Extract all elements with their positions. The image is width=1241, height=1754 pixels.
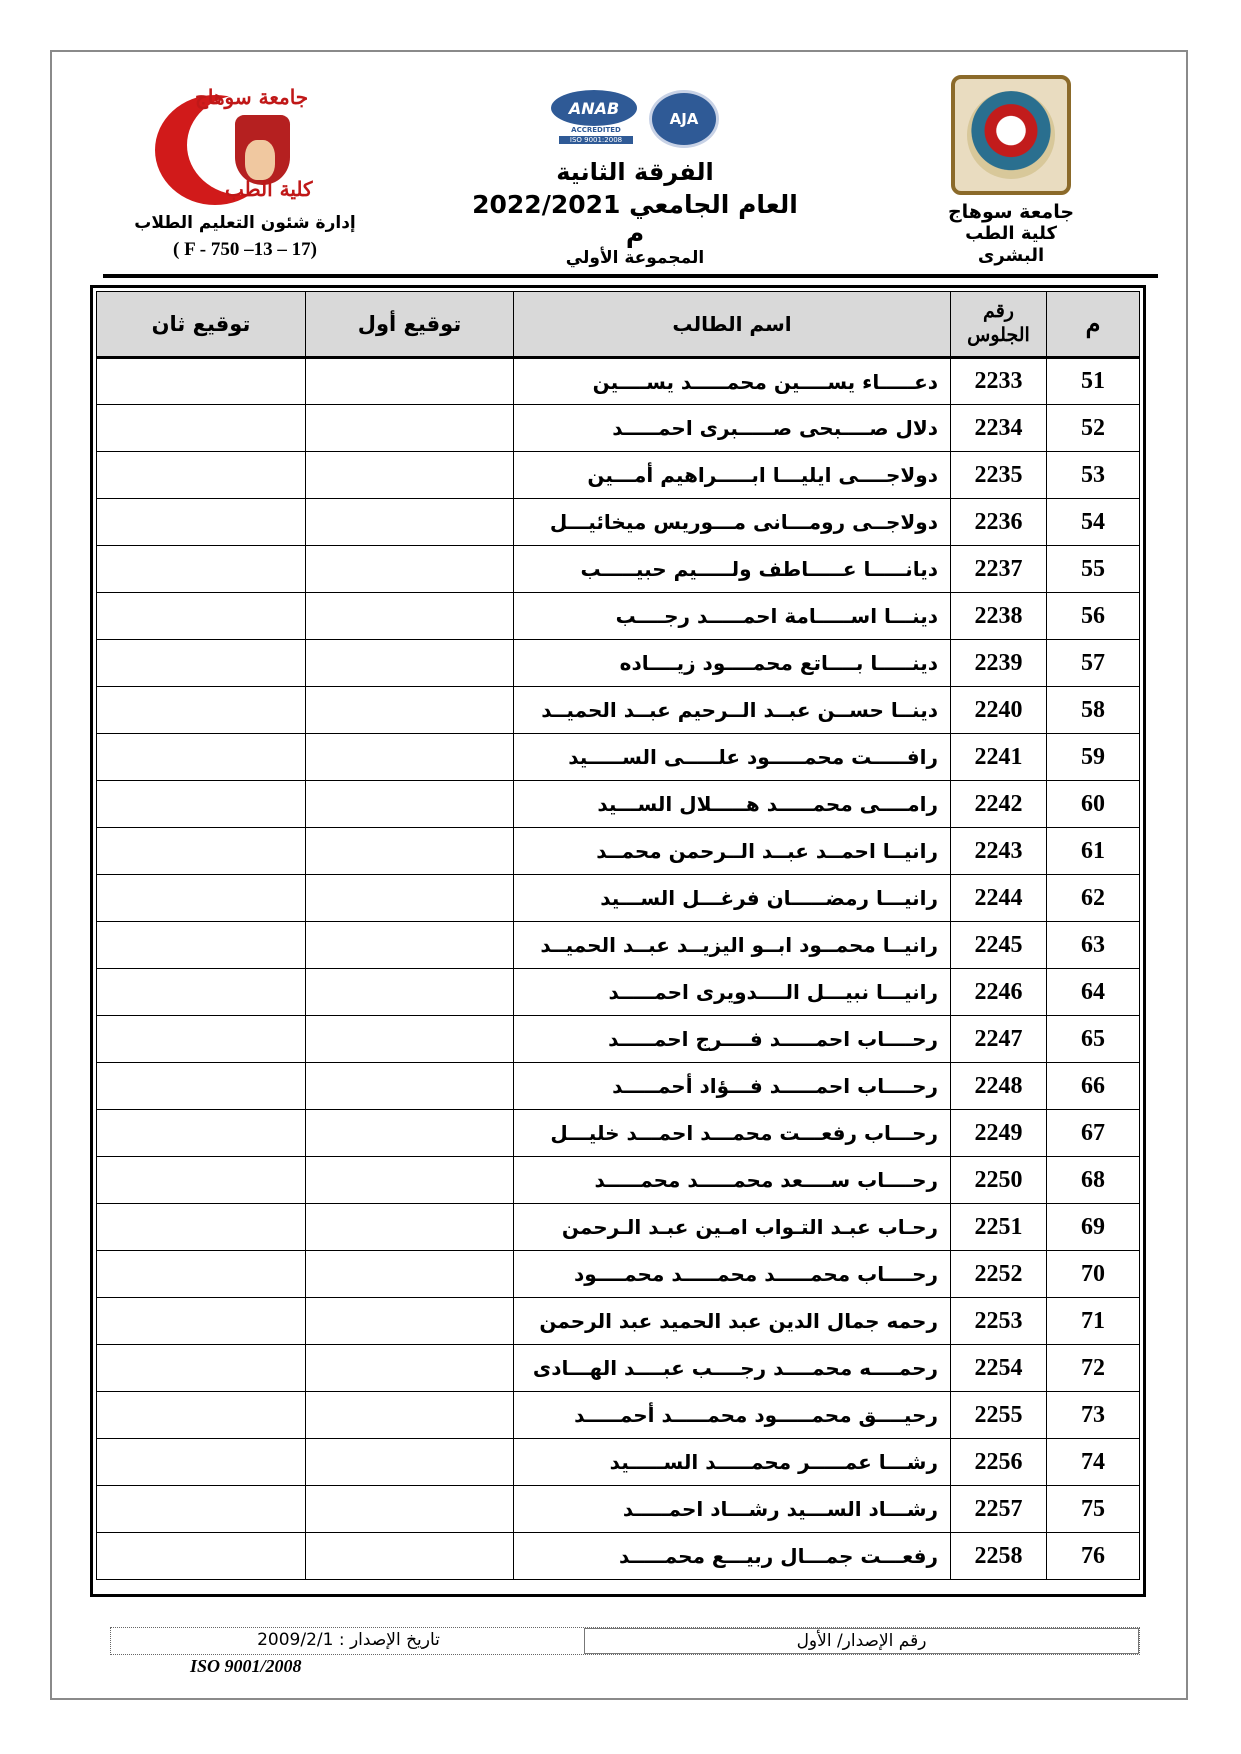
student-name-cell: رحـاب عبـد التـواب امـين عبـد الـرحمن [514, 1204, 951, 1251]
col-seat-number-header: رقم الجلوس [951, 292, 1047, 358]
student-name-cell: رحــــاب محمـــــد محمـــــد محمــــود [514, 1251, 951, 1298]
second-signature-cell [97, 593, 306, 640]
table-row [97, 1533, 1140, 1580]
table-row [97, 358, 1140, 405]
table-row [97, 405, 1140, 452]
second-signature-cell [97, 1298, 306, 1345]
table-header-row [97, 292, 1140, 358]
seat-number-cell: 2235 [951, 452, 1047, 499]
aja-logo: AJA [649, 90, 719, 148]
first-signature-cell [306, 1392, 514, 1439]
second-signature-cell [97, 781, 306, 828]
first-signature-cell [306, 358, 514, 405]
table-row [97, 828, 1140, 875]
first-signature-cell [306, 1533, 514, 1580]
second-signature-cell [97, 452, 306, 499]
student-name-cell: ديانـــــا عـــــاطف ولـــــيم حبيـــــب [514, 546, 951, 593]
second-signature-cell [97, 1345, 306, 1392]
second-signature-cell [97, 1392, 306, 1439]
table-row [97, 969, 1140, 1016]
first-signature-cell [306, 1439, 514, 1486]
university-header [931, 75, 1091, 267]
student-level: الفرقة الثانية [556, 158, 714, 186]
serial-cell: 61 [1047, 828, 1140, 875]
first-signature-cell [306, 1486, 514, 1533]
table-row [97, 687, 1140, 734]
serial-cell: 74 [1047, 1439, 1140, 1486]
serial-cell: 72 [1047, 1345, 1140, 1392]
first-signature-cell [306, 405, 514, 452]
table-row [97, 593, 1140, 640]
col-serial-header: م [1047, 292, 1140, 358]
seat-number-cell: 2249 [951, 1110, 1047, 1157]
seat-number-cell: 2237 [951, 546, 1047, 593]
issue-number: رقم الإصدار/ الأول [584, 1628, 1139, 1654]
serial-cell: 53 [1047, 452, 1140, 499]
serial-cell: 62 [1047, 875, 1140, 922]
serial-cell: 63 [1047, 922, 1140, 969]
first-signature-cell [306, 734, 514, 781]
col-student-name-header: اسم الطالب [514, 292, 951, 358]
seat-number-cell: 2246 [951, 969, 1047, 1016]
student-name-cell: رافـــــت محمـــــود علـــــى الســـــيد [514, 734, 951, 781]
table-row [97, 1486, 1140, 1533]
second-signature-cell [97, 546, 306, 593]
department-name: إدارة شئون التعليم الطلاب [134, 213, 356, 233]
student-name-cell: دولاجــــى ايليـــا ابـــــراهيم أمـــين [514, 452, 951, 499]
second-signature-cell [97, 1439, 306, 1486]
serial-cell: 70 [1047, 1251, 1140, 1298]
first-signature-cell [306, 1251, 514, 1298]
serial-cell: 60 [1047, 781, 1140, 828]
table-row [97, 499, 1140, 546]
serial-cell: 67 [1047, 1110, 1140, 1157]
table-row [97, 1110, 1140, 1157]
table-row [97, 1157, 1140, 1204]
table-row [97, 1251, 1140, 1298]
seat-number-cell: 2243 [951, 828, 1047, 875]
seat-number-cell: 2242 [951, 781, 1047, 828]
serial-cell: 54 [1047, 499, 1140, 546]
second-signature-cell [97, 687, 306, 734]
seat-number-cell: 2245 [951, 922, 1047, 969]
student-name-cell: دينــا حســن عبــد الــرحيم عبــد الحميــد [514, 687, 951, 734]
seat-number-cell: 2239 [951, 640, 1047, 687]
student-name-cell: رحـــاب رفعـــت محمـــد احمـــد خليـــل [514, 1110, 951, 1157]
seat-number-cell: 2250 [951, 1157, 1047, 1204]
faculty-header [120, 85, 370, 261]
serial-cell: 51 [1047, 358, 1140, 405]
serial-cell: 57 [1047, 640, 1140, 687]
second-signature-cell [97, 405, 306, 452]
seat-number-cell: 2238 [951, 593, 1047, 640]
seat-number-cell: 2234 [951, 405, 1047, 452]
student-name-cell: رفعـــت جمـــال ربيـــع محمـــــد [514, 1533, 951, 1580]
seat-number-cell: 2256 [951, 1439, 1047, 1486]
first-signature-cell [306, 452, 514, 499]
first-signature-cell [306, 1157, 514, 1204]
second-signature-cell [97, 640, 306, 687]
first-signature-cell [306, 1204, 514, 1251]
student-name-cell: دعـــــاء يســــين محمـــــد يســــين [514, 358, 951, 405]
student-name-cell: دينـــا اســـــامة احمـــــد رجــــب [514, 593, 951, 640]
first-signature-cell [306, 687, 514, 734]
second-signature-cell [97, 1157, 306, 1204]
faculty-of-medicine-logo: جامعة سوهاج كلية الطب [155, 85, 335, 205]
first-signature-cell [306, 828, 514, 875]
seat-number-cell: 2236 [951, 499, 1047, 546]
seat-number-cell: 2241 [951, 734, 1047, 781]
table-row [97, 1298, 1140, 1345]
table-row [97, 1439, 1140, 1486]
issue-date: تاريخ الإصدار : 2009/2/1 [257, 1630, 440, 1650]
student-name-cell: رامــــى محمـــــد هـــــلال الســـيد [514, 781, 951, 828]
student-name-cell: دولاجــى رومـــانى مـــوريس ميخائيـــل [514, 499, 951, 546]
first-signature-cell [306, 922, 514, 969]
serial-cell: 52 [1047, 405, 1140, 452]
student-name-cell: رشـــاد الســـيد رشـــاد احمـــــد [514, 1486, 951, 1533]
first-signature-cell [306, 1016, 514, 1063]
table-row [97, 781, 1140, 828]
student-name-cell: دينـــــا بــــاتع محمــــود زيــــاده [514, 640, 951, 687]
seat-number-cell: 2240 [951, 687, 1047, 734]
serial-cell: 71 [1047, 1298, 1140, 1345]
faculty-name: كلية الطب البشرى [965, 223, 1057, 266]
second-signature-cell [97, 1063, 306, 1110]
seat-number-cell: 2252 [951, 1251, 1047, 1298]
student-name-cell: رحيــــق محمـــــود محمـــــد أحمـــــد [514, 1392, 951, 1439]
table-row [97, 452, 1140, 499]
second-signature-cell [97, 1486, 306, 1533]
seat-number-cell: 2248 [951, 1063, 1047, 1110]
seat-number-cell: 2255 [951, 1392, 1047, 1439]
second-signature-cell [97, 1533, 306, 1580]
table-row [97, 1392, 1140, 1439]
student-name-cell: رشـــا عمـــــر محمـــــد الســـــيد [514, 1439, 951, 1486]
first-signature-cell [306, 499, 514, 546]
second-signature-cell [97, 875, 306, 922]
second-signature-cell [97, 1110, 306, 1157]
col-second-signature-header: توقيع ثان [97, 292, 306, 358]
second-signature-cell [97, 922, 306, 969]
first-signature-cell [306, 1298, 514, 1345]
seat-number-cell: 2257 [951, 1486, 1047, 1533]
first-signature-cell [306, 781, 514, 828]
first-signature-cell [306, 1110, 514, 1157]
serial-cell: 75 [1047, 1486, 1140, 1533]
university-seal-logo [951, 75, 1071, 195]
second-signature-cell [97, 969, 306, 1016]
table-row [97, 1063, 1140, 1110]
student-name-cell: رحمــــه محمــــد رجــــب عبــــد الهـــادى [514, 1345, 951, 1392]
seat-number-cell: 2244 [951, 875, 1047, 922]
attendance-table [96, 291, 1140, 1580]
certification-logos [470, 90, 800, 148]
first-signature-cell [306, 546, 514, 593]
table-row [97, 1016, 1140, 1063]
second-signature-cell [97, 1016, 306, 1063]
serial-cell: 76 [1047, 1533, 1140, 1580]
serial-cell: 56 [1047, 593, 1140, 640]
serial-cell: 59 [1047, 734, 1140, 781]
first-signature-cell [306, 640, 514, 687]
serial-cell: 58 [1047, 687, 1140, 734]
university-name: جامعة سوهاج [947, 201, 1075, 223]
student-name-cell: رحــــاب ســــعد محمـــــد محمـــــد [514, 1157, 951, 1204]
second-signature-cell [97, 734, 306, 781]
student-name-cell: دلال صــــبحى صـــــبرى احمـــــد [514, 405, 951, 452]
student-name-cell: رانيــا محمــود ابــو اليزيــد عبــد الحميــد [514, 922, 951, 969]
table-row [97, 640, 1140, 687]
serial-cell: 69 [1047, 1204, 1140, 1251]
serial-cell: 64 [1047, 969, 1140, 1016]
form-code: ( F - 750 –13 – 17) [173, 239, 317, 260]
academic-year: العام الجامعي 2022/2021 م [472, 190, 798, 248]
document-footer [110, 1627, 1140, 1655]
group-name: المجموعة الأولي [565, 248, 705, 268]
serial-cell: 68 [1047, 1157, 1140, 1204]
seat-number-cell: 2253 [951, 1298, 1047, 1345]
first-signature-cell [306, 969, 514, 1016]
header-divider [103, 274, 1158, 278]
serial-cell: 66 [1047, 1063, 1140, 1110]
second-signature-cell [97, 828, 306, 875]
second-signature-cell [97, 358, 306, 405]
second-signature-cell [97, 499, 306, 546]
attendance-table-frame [90, 285, 1146, 1597]
table-row [97, 546, 1140, 593]
seat-number-cell: 2254 [951, 1345, 1047, 1392]
serial-cell: 73 [1047, 1392, 1140, 1439]
student-name-cell: رانيـــا نبيـــل الــــدويرى احمـــــد [514, 969, 951, 1016]
student-name-cell: رحــــاب احمـــــد فــــرج احمـــــد [514, 1016, 951, 1063]
student-name-cell: رانيـــا رمضـــــان فرغـــل الســـيد [514, 875, 951, 922]
document-title-block [470, 90, 800, 268]
student-name-cell: رانيــا احمــد عبــد الــرحمن محمــد [514, 828, 951, 875]
second-signature-cell [97, 1204, 306, 1251]
seat-number-cell: 2258 [951, 1533, 1047, 1580]
student-name-cell: رحــــاب احمـــــد فـــؤاد أحمـــــد [514, 1063, 951, 1110]
second-signature-cell [97, 1251, 306, 1298]
col-first-signature-header: توقيع أول [306, 292, 514, 358]
seat-number-cell: 2247 [951, 1016, 1047, 1063]
table-row [97, 734, 1140, 781]
student-name-cell: رحمه جمال الدين عبد الحميد عبد الرحمن [514, 1298, 951, 1345]
anab-logo: ANAB ACCREDITED ISO 9001:2008 [551, 90, 641, 148]
table-row [97, 875, 1140, 922]
first-signature-cell [306, 1063, 514, 1110]
seat-number-cell: 2251 [951, 1204, 1047, 1251]
serial-cell: 55 [1047, 546, 1140, 593]
table-row [97, 922, 1140, 969]
seat-number-cell: 2233 [951, 358, 1047, 405]
serial-cell: 65 [1047, 1016, 1140, 1063]
table-row [97, 1345, 1140, 1392]
first-signature-cell [306, 1345, 514, 1392]
iso-standard-label: ISO 9001/2008 [190, 1656, 302, 1676]
first-signature-cell [306, 875, 514, 922]
first-signature-cell [306, 593, 514, 640]
table-row [97, 1204, 1140, 1251]
